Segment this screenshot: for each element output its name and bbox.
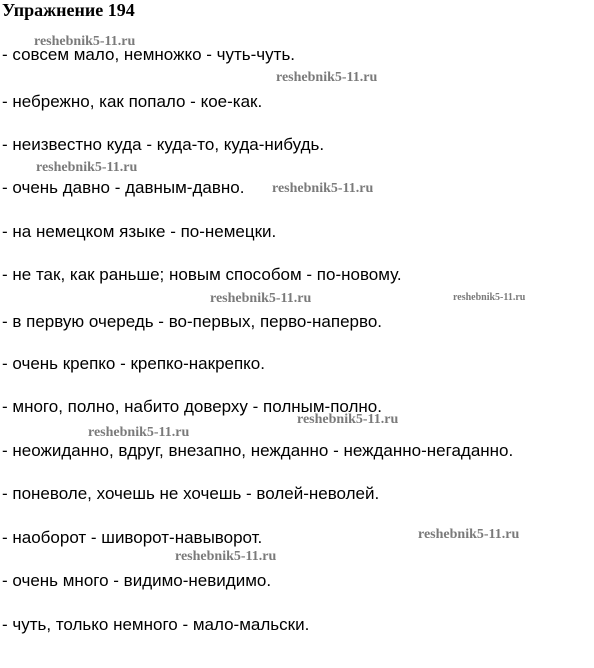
answer-line-13: - очень много - видимо-невидимо. (2, 571, 272, 590)
watermark: reshebnik5-11.ru (297, 412, 399, 427)
answer-line-14: - чуть, только немного - мало-мальски. (2, 615, 310, 634)
exercise-title: Упражнение 194 (2, 0, 135, 20)
answer-line-7: - в первую очередь - во-первых, перво-наперво. (2, 312, 383, 331)
answer-line-11: - поневоле, хочешь не хочешь - волей-неволей. (2, 484, 380, 503)
answer-line-1: - совсем мало, немножко - чуть-чуть. (2, 45, 296, 64)
answer-line-3: - неизвестно куда - куда-то, куда-нибудь. (2, 135, 325, 154)
watermark: reshebnik5-11.ru (36, 160, 138, 175)
answer-line-5: - на немецком языке - по-немецки. (2, 222, 277, 241)
watermark: reshebnik5-11.ru (272, 181, 374, 196)
answer-line-12: - наоборот - шиворот-навыворот. (2, 528, 263, 547)
watermark: reshebnik5-11.ru (418, 527, 520, 542)
answer-line-4: - очень давно - давным-давно. (2, 178, 245, 197)
watermark: reshebnik5-11.ru (34, 34, 136, 49)
answer-line-6: - не так, как раньше; новым способом - по-новому. (2, 265, 402, 284)
watermark: reshebnik5-11.ru (210, 291, 312, 306)
answer-line-9: - много, полно, набито доверху - полным-полно. (2, 397, 382, 416)
answer-line-10: - неожиданно, вдруг, внезапно, нежданно - нежданно-негаданно. (2, 441, 514, 460)
watermark: reshebnik5-11.ru (276, 70, 378, 85)
watermark: reshebnik5-11.ru (88, 425, 190, 440)
answer-line-8: - очень крепко - крепко-накрепко. (2, 354, 265, 373)
watermark: reshebnik5-11.ru (175, 549, 277, 564)
watermark: reshebnik5-11.ru (453, 292, 526, 303)
answer-line-2: - небрежно, как попало - кое-как. (2, 92, 263, 111)
